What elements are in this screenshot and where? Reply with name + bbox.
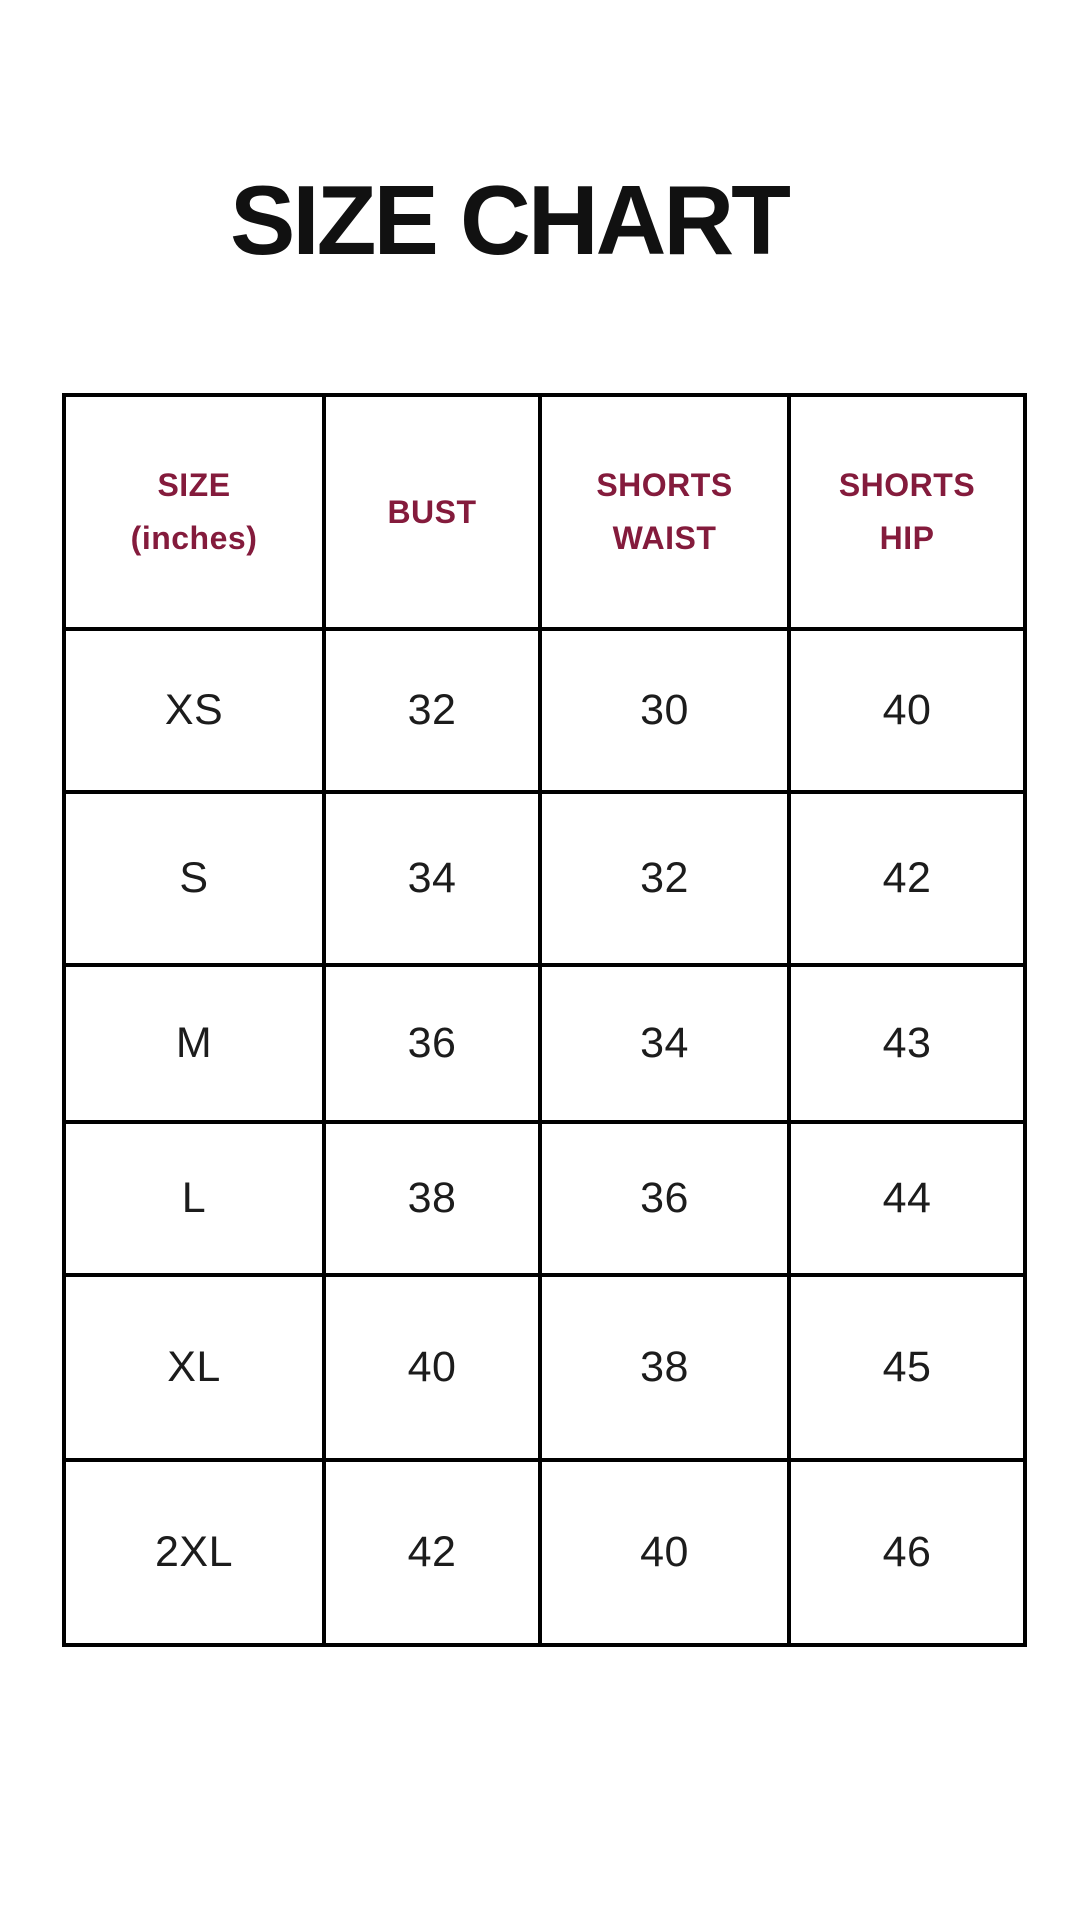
size-cell: XL bbox=[64, 1275, 324, 1460]
header-row bbox=[64, 395, 1025, 629]
bust-cell: 38 bbox=[324, 1122, 540, 1275]
table-row bbox=[64, 1275, 1025, 1460]
table-row bbox=[64, 965, 1025, 1122]
size-cell: M bbox=[64, 965, 324, 1122]
size-cell: S bbox=[64, 792, 324, 965]
header-line: HIP bbox=[879, 520, 935, 556]
hip-cell: 45 bbox=[789, 1275, 1025, 1460]
hip-cell: 44 bbox=[789, 1122, 1025, 1275]
header-line: WAIST bbox=[612, 520, 717, 556]
header-shorts-waist bbox=[540, 395, 789, 629]
header-line: (inches) bbox=[130, 520, 258, 556]
bust-cell: 34 bbox=[324, 792, 540, 965]
size-cell: XS bbox=[64, 629, 324, 792]
waist-cell: 30 bbox=[540, 629, 789, 792]
hip-cell: 43 bbox=[789, 965, 1025, 1122]
hip-cell: 40 bbox=[789, 629, 1025, 792]
waist-cell: 36 bbox=[540, 1122, 789, 1275]
header-line: SHORTS bbox=[838, 467, 976, 504]
header-size-inches bbox=[64, 395, 324, 629]
waist-cell: 40 bbox=[540, 1460, 789, 1645]
size-cell: L bbox=[64, 1122, 324, 1275]
waist-cell: 32 bbox=[540, 792, 789, 965]
table-row bbox=[64, 1122, 1025, 1275]
header-line: BUST bbox=[387, 493, 477, 530]
table-row bbox=[64, 1460, 1025, 1645]
hip-cell: 42 bbox=[789, 792, 1025, 965]
waist-cell: 38 bbox=[540, 1275, 789, 1460]
header-line: SHORTS bbox=[596, 467, 733, 504]
header-bust bbox=[324, 395, 540, 629]
size-chart-table bbox=[62, 393, 1027, 1647]
header-shorts-hip bbox=[789, 395, 1025, 629]
table-row bbox=[64, 629, 1025, 792]
bust-cell: 40 bbox=[324, 1275, 540, 1460]
header-line: SIZE bbox=[157, 467, 231, 504]
bust-cell: 32 bbox=[324, 629, 540, 792]
hip-cell: 46 bbox=[789, 1460, 1025, 1645]
waist-cell: 34 bbox=[540, 965, 789, 1122]
page-title: SIZE CHART bbox=[230, 165, 788, 275]
bust-cell: 42 bbox=[324, 1460, 540, 1645]
table-row bbox=[64, 792, 1025, 965]
bust-cell: 36 bbox=[324, 965, 540, 1122]
size-cell: 2XL bbox=[64, 1460, 324, 1645]
